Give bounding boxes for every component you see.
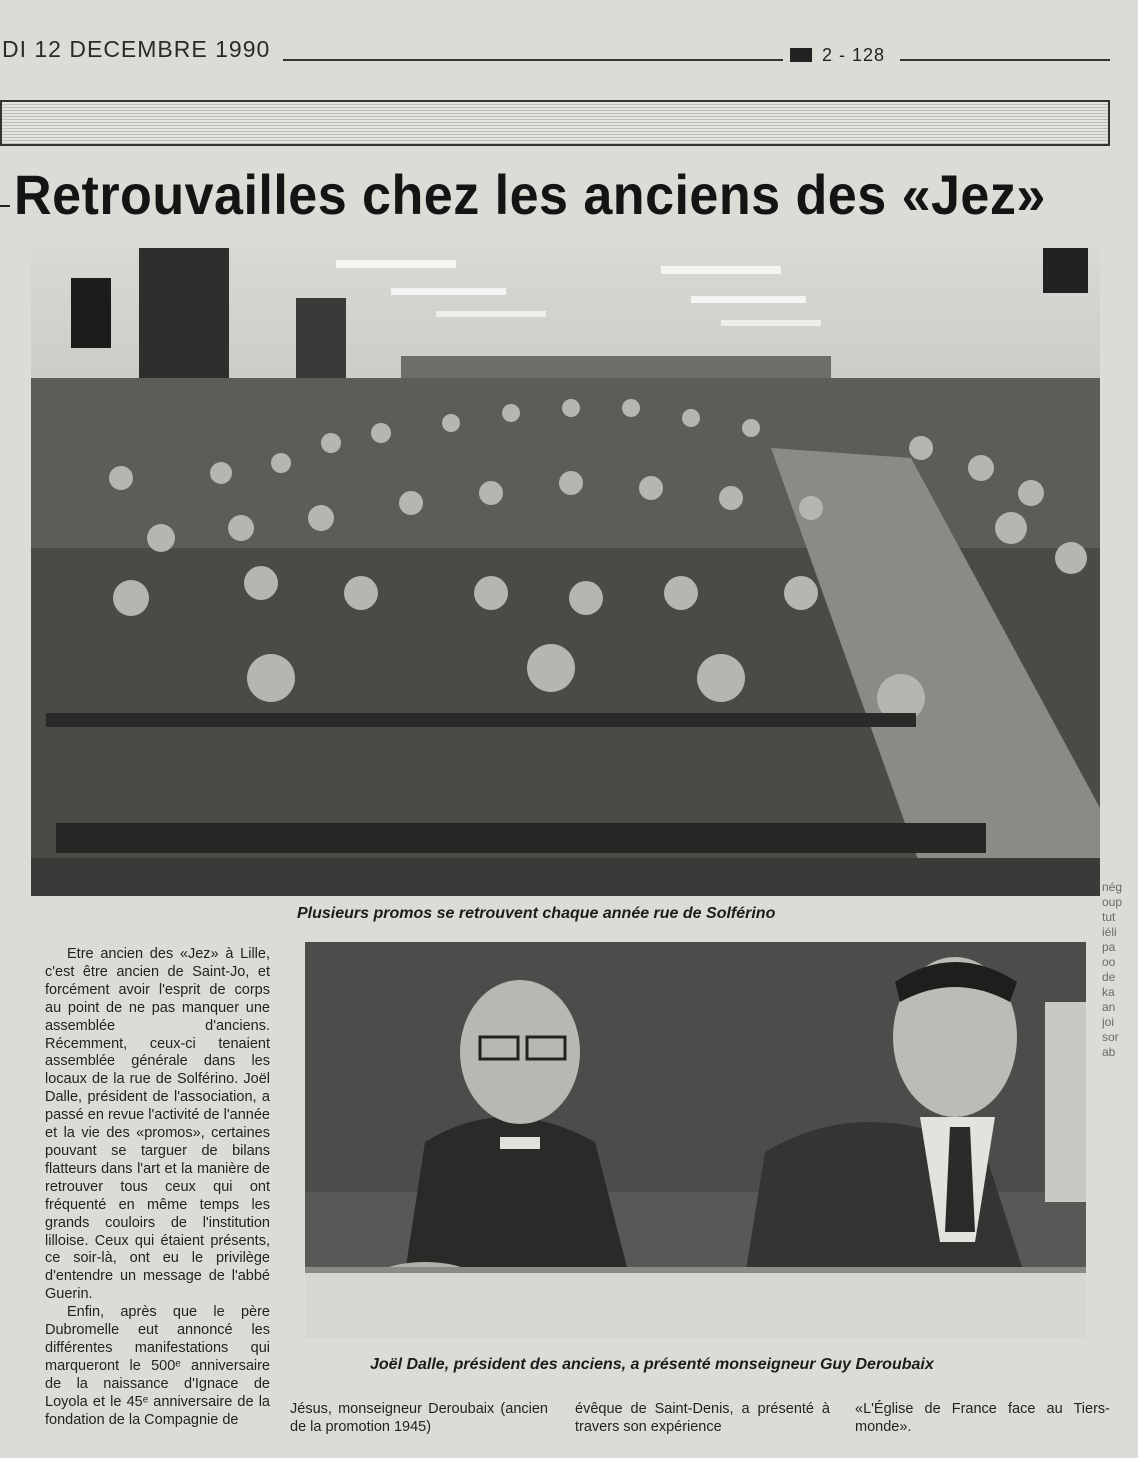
- fragment: pa: [1102, 940, 1116, 954]
- article-paragraph: Etre ancien des «Jez» à Lille, c'est être ancien de Saint-Jo, et forcément avoir l'esprit de corps au point de ne pas manquer une assemblée d'anciens. Récemment, ceux-ci tenaient assemblée générale dans les locaux de la rue de Solférino. Joël Dalle, président de l'association, a passé en revue l'activité de l'année et la vie des «promos», certaines pouvant se targuer de bilans flatteurs dans l'art et la manière de retrouver tous ceux qui ont fréquenté en même temps les grands couloirs de l'institution lilloise. Ceux qui étaient présents, ce soir-là, ont eu le privilège d'entendre un message de l'abbé Guerin.: [45, 946, 270, 1303]
- fragment: ka: [1102, 985, 1115, 999]
- audience-photo: [31, 248, 1100, 896]
- fragment: ab: [1102, 1045, 1116, 1059]
- fragment: an: [1102, 1000, 1116, 1014]
- fragment: iéli: [1102, 925, 1117, 939]
- article-column-3: évêque de Saint-Denis, a présenté à travers son expérience: [575, 1401, 830, 1435]
- header-rule-left: [283, 59, 783, 61]
- fragment: tut: [1102, 910, 1116, 924]
- header-rule-right: [900, 59, 1110, 61]
- title-bullet: [0, 205, 10, 207]
- section-banner: [0, 100, 1110, 146]
- fragment: de: [1102, 970, 1116, 984]
- article-column-4: «L'Église de France face au Tiers-monde».: [855, 1401, 1110, 1435]
- photo1-caption: Plusieurs promos se retrouvent chaque année rue de Solférino: [297, 905, 776, 922]
- fragment: nég: [1102, 880, 1123, 894]
- fragment: oup: [1102, 895, 1123, 909]
- adjacent-column-fragments: [1102, 880, 1138, 1060]
- photo2-caption: Joël Dalle, président des anciens, a présenté monseigneur Guy Deroubaix: [370, 1356, 934, 1373]
- fragment: sor: [1102, 1030, 1119, 1044]
- fragment: joi: [1102, 1015, 1115, 1029]
- article-column-2: Jésus, monseigneur Deroubaix (ancien de la promotion 1945): [290, 1401, 548, 1435]
- edition-date: DI 12 DECEMBRE 1990: [2, 36, 271, 62]
- article-column-1: [45, 946, 270, 1429]
- page-number: 2 - 128: [822, 45, 886, 65]
- portrait-photo: [305, 942, 1086, 1338]
- article-paragraph: Enfin, après que le père Dubromelle eut annoncé les différentes manifestations qui marqueront le 500ᵉ anniversaire de la naissance d'Ignace de Loyola et le 45ᵉ anniversaire de la fondation de la Compagnie de: [45, 1304, 270, 1428]
- page-marker-icon: [790, 48, 812, 62]
- fragment: oo: [1102, 955, 1116, 969]
- headline: Retrouvailles chez les anciens des «Jez»: [14, 163, 1046, 226]
